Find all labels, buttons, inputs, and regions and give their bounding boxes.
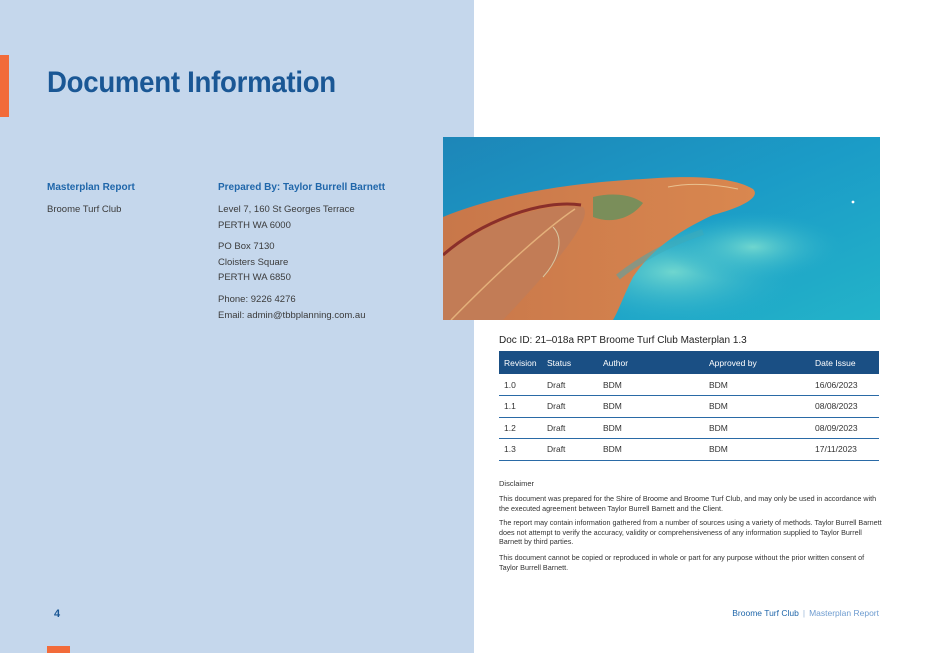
footer-org: Broome Turf Club xyxy=(732,608,799,618)
cell-status: Draft xyxy=(542,439,598,461)
disclaimer-heading: Disclaimer xyxy=(499,479,535,488)
cell-author: BDM xyxy=(598,439,704,461)
cell-date-issue: 08/08/2023 xyxy=(810,396,879,418)
accent-bar xyxy=(0,55,9,117)
header-revision: Revision xyxy=(499,351,542,374)
cell-author: BDM xyxy=(598,396,704,418)
report-heading: Masterplan Report xyxy=(47,182,135,193)
cell-revision: 1.1 xyxy=(499,396,542,418)
cell-approved-by: BDM xyxy=(704,396,810,418)
table-row xyxy=(499,374,879,396)
header-date-issue: Date Issue xyxy=(810,351,879,374)
footer xyxy=(732,608,879,618)
doc-id: Doc ID: 21–018a RPT Broome Turf Club Masterplan 1.3 xyxy=(499,335,747,346)
disclaimer-paragraph-3: This document cannot be copied or reproduced in whole or part for any purpose without the prior written consent of Taylor Burrell Barnett. xyxy=(499,553,865,572)
aerial-photo-image xyxy=(443,137,880,320)
bottom-accent-bar xyxy=(47,646,70,653)
aerial-photo xyxy=(443,137,880,320)
cell-approved-by: BDM xyxy=(704,374,810,396)
header-author: Author xyxy=(598,351,704,374)
table-header-row xyxy=(499,351,879,374)
cell-status: Draft xyxy=(542,396,598,418)
client-name: Broome Turf Club xyxy=(47,204,122,215)
page-title: Document Information xyxy=(47,66,336,99)
header-status: Status xyxy=(542,351,598,374)
cell-status: Draft xyxy=(542,374,598,396)
cell-revision: 1.0 xyxy=(499,374,542,396)
cell-date-issue: 16/06/2023 xyxy=(810,374,879,396)
email[interactable]: Email: admin@tbbplanning.com.au xyxy=(218,309,366,321)
table-row xyxy=(499,439,879,461)
cell-revision: 1.2 xyxy=(499,417,542,439)
disclaimer-paragraph-1: This document was prepared for the Shire of Broome and Broome Turf Club, and may only be used in accordance with the executed agreement between Taylor Burrell Barnett and the Client. xyxy=(499,494,877,513)
address-line-1: Level 7, 160 St Georges Terrace xyxy=(218,204,355,215)
cell-status: Draft xyxy=(542,417,598,439)
phone: Phone: 9226 4276 xyxy=(218,294,296,305)
address-block xyxy=(218,202,355,233)
cell-author: BDM xyxy=(598,374,704,396)
cell-author: BDM xyxy=(598,417,704,439)
revision-table xyxy=(499,351,879,461)
table-row xyxy=(499,417,879,439)
header-approved-by: Approved by xyxy=(704,351,810,374)
footer-separator: | xyxy=(802,608,806,618)
cell-approved-by: BDM xyxy=(704,439,810,461)
cell-revision: 1.3 xyxy=(499,439,542,461)
table-row xyxy=(499,396,879,418)
page-number: 4 xyxy=(54,608,61,620)
po-line-2: Cloisters Square xyxy=(218,256,289,268)
footer-doc: Masterplan Report xyxy=(809,608,879,618)
address-line-2: PERTH WA 6000 xyxy=(218,219,291,231)
cell-approved-by: BDM xyxy=(704,417,810,439)
cell-date-issue: 08/09/2023 xyxy=(810,417,879,439)
po-line-3: PERTH WA 6850 xyxy=(218,272,291,283)
disclaimer-paragraph-2: The report may contain information gathered from a number of sources using a variety of methods. Taylor Burrell Barnett does not attempt to verify the accuracy, validity or comprehensiveness of any information supplied to Taylor Burrell Barnett by third parties. xyxy=(499,518,882,546)
po-line-1: PO Box 7130 xyxy=(218,241,275,252)
prepared-by-heading: Prepared By: Taylor Burrell Barnett xyxy=(218,182,386,193)
cell-date-issue: 17/11/2023 xyxy=(810,439,879,461)
po-box-block xyxy=(218,239,291,286)
contact-block xyxy=(218,292,365,323)
